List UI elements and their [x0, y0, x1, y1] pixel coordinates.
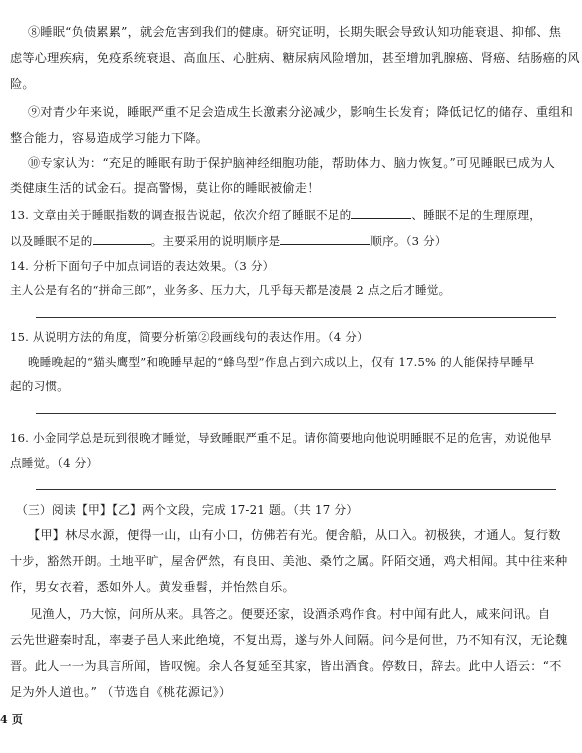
answer-line-14[interactable]: [36, 317, 556, 318]
paragraph-9-line-2: 整合能力，容易造成学习能力下降。: [10, 131, 209, 145]
answer-line-15[interactable]: [36, 413, 556, 414]
answer-blank-13b[interactable]: [93, 233, 151, 245]
question-16-line-2: 点睡觉。（4 分）: [10, 456, 99, 470]
answer-line-16[interactable]: [36, 489, 556, 490]
paragraph-8-line-3: 险。: [10, 77, 35, 91]
section-3-heading: （三）阅读【甲】【乙】两个文段，完成 17-21 题。（共 17 分）: [16, 503, 359, 517]
paragraph-8-line-1: ⑧睡眠“负债累累”，就会危害到我们的健康。研究证明，长期失眠会导致认知功能衰退、抑郁、焦: [28, 25, 562, 39]
question-13-text-1: 13. 文章由关于睡眠指数的调查报告说起，依次介绍了睡眠不足的: [10, 208, 352, 222]
question-13-text-3: 以及睡眠不足的: [10, 234, 93, 248]
question-15-quote-line-1: 晚睡晚起的“猫头鹰型”和晚睡早起的“蜂鸟型”作息占到六成以上，仅有 17.5% 的人能保持早睡早: [28, 355, 535, 369]
paragraph-10-line-2: 类健康生活的试金石。提高警惕，莫让你的睡眠被偷走！: [10, 181, 320, 195]
answer-blank-13c[interactable]: [280, 233, 370, 245]
passage-jia-line-3: 作，男女衣着，悉如外人。黄发垂髫，并怡然自乐。: [10, 580, 295, 594]
question-15-quote-line-2: 起的习惯。: [10, 379, 69, 393]
question-13-text-4: 。主要采用的说明顺序是: [150, 234, 281, 248]
question-16-line-1: 16. 小金同学总是玩到很晚才睡觉，导致睡眠严重不足。请你简要地向他说明睡眠不足的危害，劝说他早: [10, 431, 552, 445]
passage-jia-2-line-3: 晋。此人一一为具言所闻，皆叹惋。余人各复延至其家，皆出酒食。停数日，辞去。此中人语云：“不: [10, 659, 562, 673]
question-13-line-2: [10, 233, 447, 249]
passage-jia-line-1: 【甲】林尽水源，便得一山，山有小口，仿佛若有光。便舍船，从口入。初极狭，才通人。复行数: [28, 528, 561, 542]
question-14-stem: 14. 分析下面句子中加点词语的表达效果。（3 分）: [10, 259, 275, 273]
passage-jia-2-line-4: 足为外人道也。” （节选自《桃花源记》）: [10, 685, 232, 699]
page-number: 4 页: [0, 713, 24, 726]
question-15-stem: 15. 从说明方法的角度，简要分析第②段画线句的表达作用。（4 分）: [10, 330, 369, 344]
paragraph-9-line-1: ⑨对青少年来说，睡眠严重不足会造成生长激素分泌减少，影响生长发育；降低记忆的储存、重组和: [28, 105, 574, 119]
question-13-text-2: 、睡眠不足的生理原理，: [411, 208, 542, 222]
question-14-sentence: 主人公是有名的“拼命三郎”，业务多、压力大，几乎每天都是凌晨 2 点之后才睡觉。: [10, 283, 451, 297]
question-13-line-1: [10, 207, 541, 223]
question-13-text-5: 顺序。（3 分）: [370, 234, 447, 248]
paragraph-10-line-1: ⑩专家认为：“充足的睡眠有助于保护脑神经细胞功能，帮助体力、脑力恢复。”可见睡眠已成为人: [28, 156, 556, 170]
paragraph-8-line-2: 虑等心理疾病，免疫系统衰退、高血压、心脏病、糖尿病风险增加，甚至增加乳腺癌、肾癌、结肠癌的风: [10, 51, 580, 65]
passage-jia-line-2: 十步，豁然开朗。土地平旷，屋舍俨然，有良田、美池、桑竹之属。阡陌交通，鸡犬相闻。其中往来种: [10, 554, 568, 568]
passage-jia-2-line-2: 云先世避秦时乱，率妻子邑人来此绝境，不复出焉，遂与外人间隔。问今是何世，乃不知有汉，无论魏: [10, 633, 568, 647]
answer-blank-13a[interactable]: [351, 207, 411, 219]
passage-jia-2-line-1: 见渔人，乃大惊，问所从来。具答之。便要还家，设酒杀鸡作食。村中闻有此人，咸来问讯。自: [30, 607, 551, 621]
